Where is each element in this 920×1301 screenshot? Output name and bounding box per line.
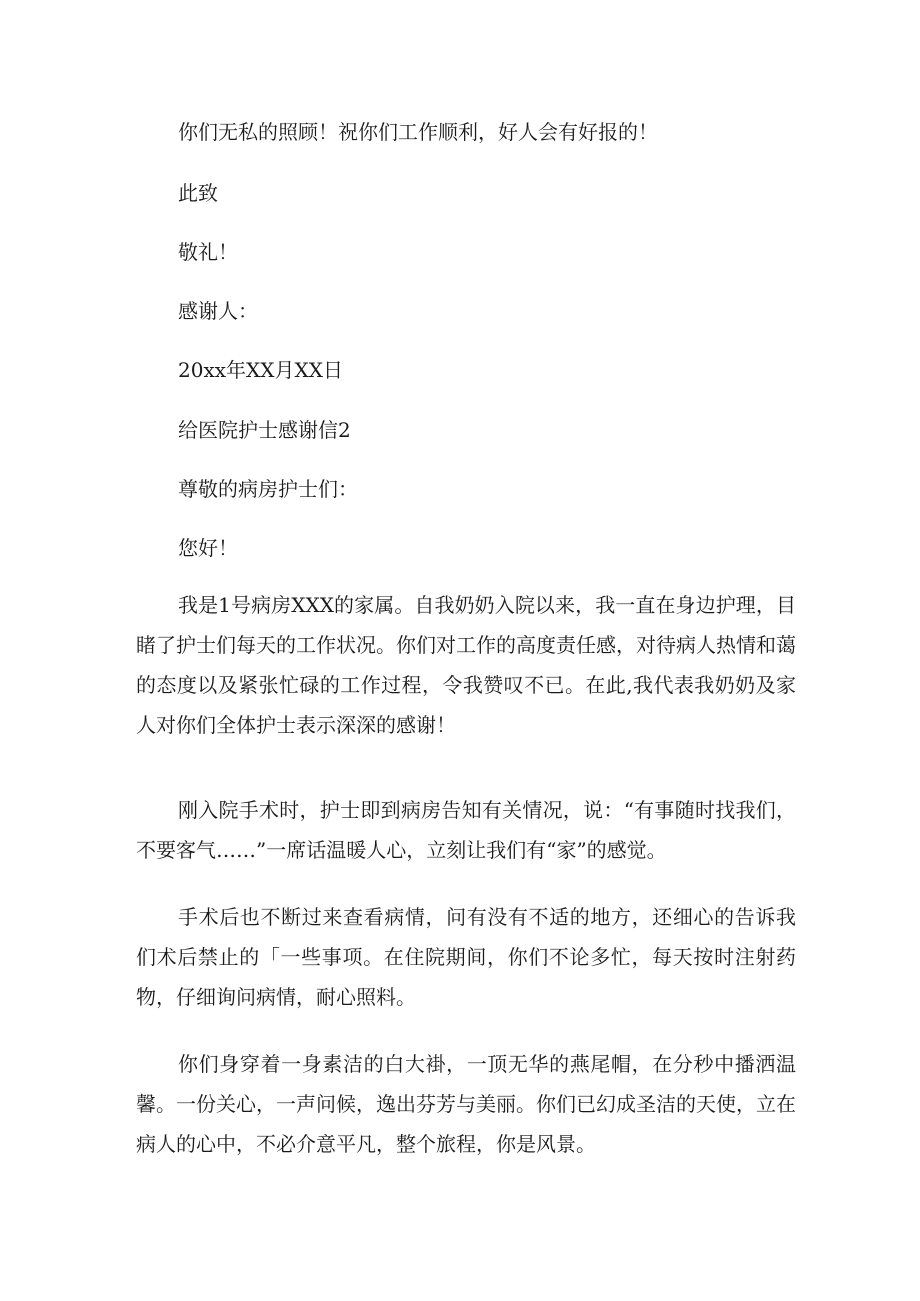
salutation-jingli: 敬礼！ [178,240,238,264]
closing-wishes-line: 你们无私的照顾！祝你们工作顺利，好人会有好报的！ [178,120,658,144]
body-paragraph-4: 你们身穿着一身素洁的白大褂，一顶无华的燕尾帽，在分秒中播洒温馨。一份关心，一声问候，逸出芬芳与美丽。你们已幻成圣洁的天使，立在病人的心中，不必介意平凡，整个旅程，你是风景。 [136,1052,796,1156]
body-paragraph-2: 刚入院手术时，护士即到病房告知有关情况，说：“有事随时找我们，不要客气……”一席话温暖人心，立刻让我们有“家”的感觉。 [136,798,796,862]
body-paragraph-3: 手术后也不断过来查看病情，问有没有不适的地方，还细心的告诉我们术后禁止的「一些事项。在住院期间，你们不论多忙，每天按时注射药物，仔细询问病情，耐心照料。 [136,905,796,1009]
body-paragraph-1: 我是1号病房XXX的家属。自我奶奶入院以来，我一直在身边护理，目睹了护士们每天的工作状况。你们对工作的高度责任感，对待病人热情和蔼的态度以及紧张忙碌的工作过程，令我赞叹不已。在此,我代表我奶奶及家人对你们全体护士表示深深的感谢！ [136,593,796,737]
signature-label: 感谢人： [178,299,258,323]
letter-date: 20xx年XX月XX日 [178,358,343,382]
salutation-cizhi: 此致 [178,181,218,205]
greeting-recipient: 尊敬的病房护士们： [178,477,358,501]
greeting-hello: 您好！ [178,536,238,560]
letter-title: 给医院护士感谢信2 [178,418,351,442]
